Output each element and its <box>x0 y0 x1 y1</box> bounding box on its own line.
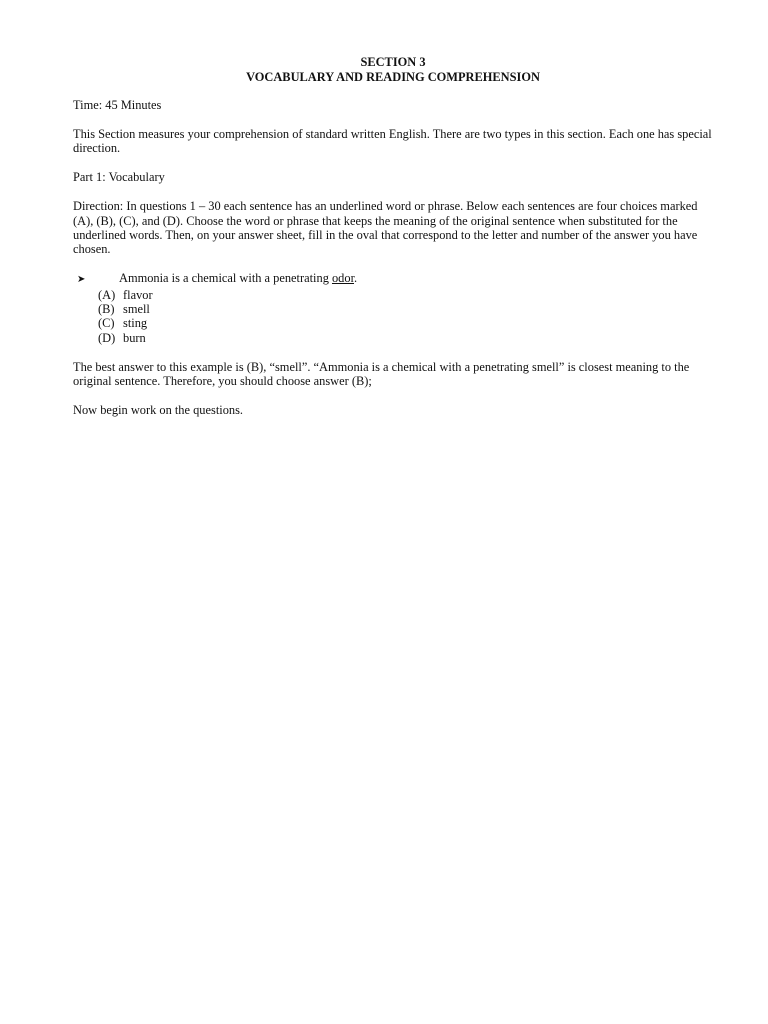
example-question <box>73 271 713 345</box>
choice-letter: (A) <box>98 287 116 302</box>
time-limit: Time: 45 Minutes <box>73 98 162 112</box>
example-sentence-end: . <box>354 271 358 286</box>
choice-text: smell <box>123 302 150 317</box>
underlined-word: odor <box>331 271 355 286</box>
section-subtitle: VOCABULARY AND READING COMPREHENSION <box>246 69 540 84</box>
choice-text: sting <box>123 316 148 331</box>
choice-a <box>98 288 713 302</box>
closing-line: Now begin work on the questions. <box>73 403 244 418</box>
choice-d <box>98 331 713 345</box>
arrow-bullet-icon: ➤ <box>77 274 86 286</box>
section-title: SECTION 3 <box>360 55 426 69</box>
document-page <box>73 55 713 432</box>
choice-text: flavor <box>123 287 153 302</box>
example-sentence-start: Ammonia is a chemical with a penetrating <box>119 271 332 286</box>
explanation-paragraph: The best answer to this example is (B), “smell”. “Ammonia is a chemical with a penetrating smell” is closest meaning to the original sentence. Therefore, you should choose answer (B); <box>73 359 690 389</box>
choice-letter: (B) <box>98 302 115 317</box>
answer-choices <box>73 288 713 346</box>
choice-c <box>98 316 713 330</box>
choice-text: burn <box>123 330 146 345</box>
direction-paragraph: Direction: In questions 1 – 30 each sentence has an underlined word or phrase. Below each sentences are four choices marked (A), (B), (C), and (D). Choose the word or phrase that keeps the meaning of the original sentence when substituted for the underlined words. Then, on your answer sheet, fill in the oval that correspond to the letter and number of the answer you have chosen. <box>73 199 698 257</box>
choice-letter: (C) <box>98 316 115 331</box>
part-heading: Part 1: Vocabulary <box>73 170 165 185</box>
choice-b <box>98 302 713 316</box>
example-sentence <box>119 271 357 285</box>
intro-paragraph: This Section measures your comprehension of standard written English. There are two types in this section. Each one has special direction. <box>73 126 712 156</box>
section-header <box>73 55 713 84</box>
choice-letter: (D) <box>98 330 116 345</box>
example-stem <box>73 271 713 287</box>
